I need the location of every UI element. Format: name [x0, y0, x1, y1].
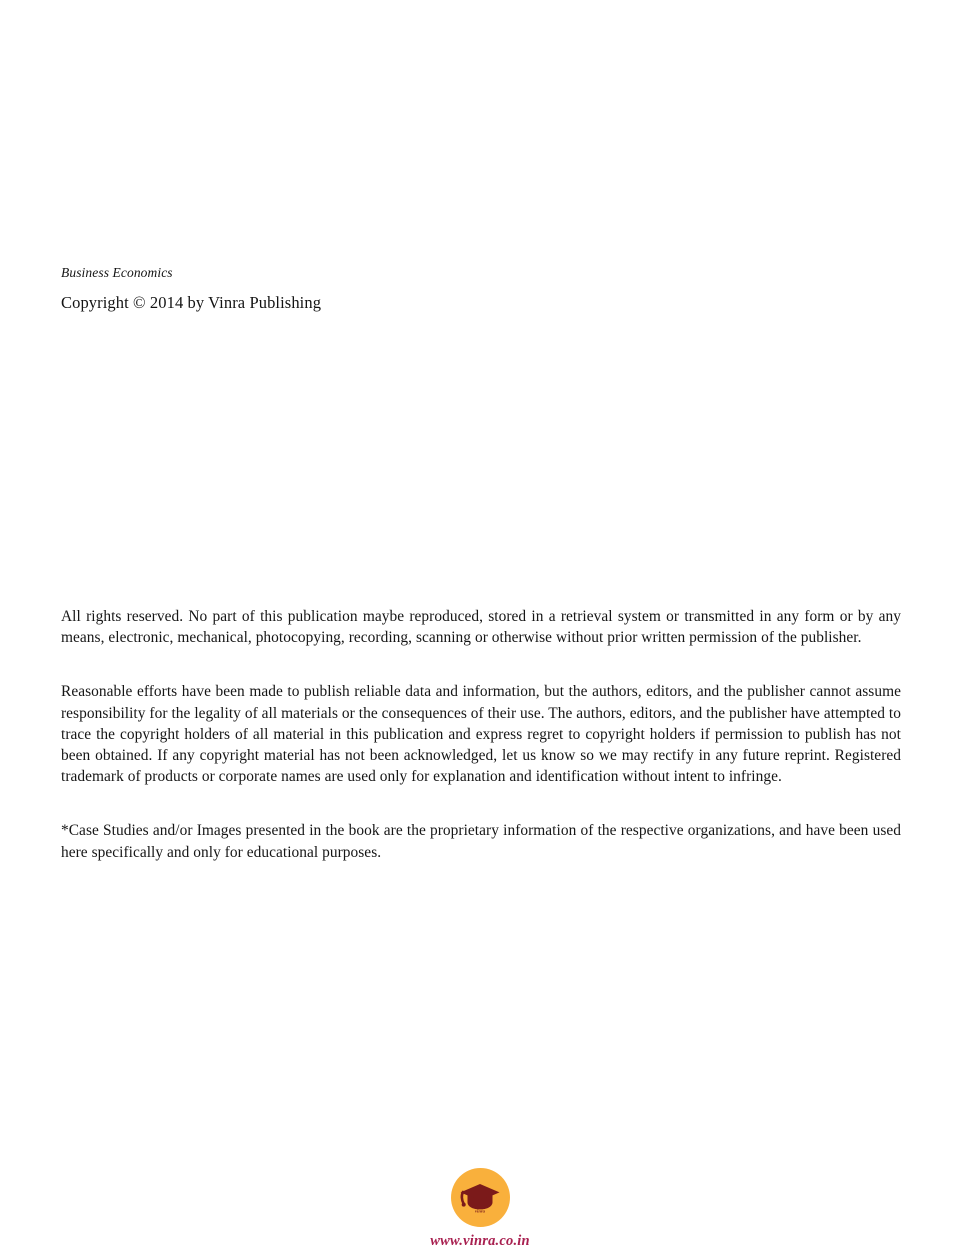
legal-paragraph-case-studies: *Case Studies and/or Images presented in the book are the proprietary information of the respective organizations, and have been used here specifically and only for educational purposes. — [61, 822, 901, 861]
svg-text:vinra: vinra — [475, 1208, 485, 1214]
legal-paragraph-disclaimer: Reasonable efforts have been made to publish reliable data and information, but the authors, editors, and the publisher cannot assume responsibility for the legality of all materials or the consequences of their use. The authors, editors, and the publisher have attempted to trace the copyright holders of all material in this publication and express regret to copyright holders if permission to publish has not been obtained. If any copyright material has not been acknowledged, let us know so we may rectify in any future reprint. Registered trademark of products or corporate names are used only for explanation and identification without intent to infringe. — [61, 683, 901, 786]
masthead-block — [61, 264, 901, 314]
graduation-cap-icon — [459, 1181, 501, 1215]
legal-text-body — [61, 606, 901, 863]
legal-paragraph-rights-reserved: All rights reserved. No part of this publication maybe reproduced, stored in a retrieval system or transmitted in any form or by any means, electronic, mechanical, photocopying, recording, scanning or otherwise without prior written permission of the publisher. — [61, 608, 901, 647]
copyright-line: Copyright © 2014 by Vinra Publishing — [61, 293, 322, 313]
publisher-logo-footer — [0, 1168, 960, 1249]
publisher-logo-badge — [451, 1168, 510, 1227]
publisher-website-url[interactable]: www.vinra.co.in — [430, 1233, 530, 1249]
book-title: Business Economics — [61, 265, 173, 280]
